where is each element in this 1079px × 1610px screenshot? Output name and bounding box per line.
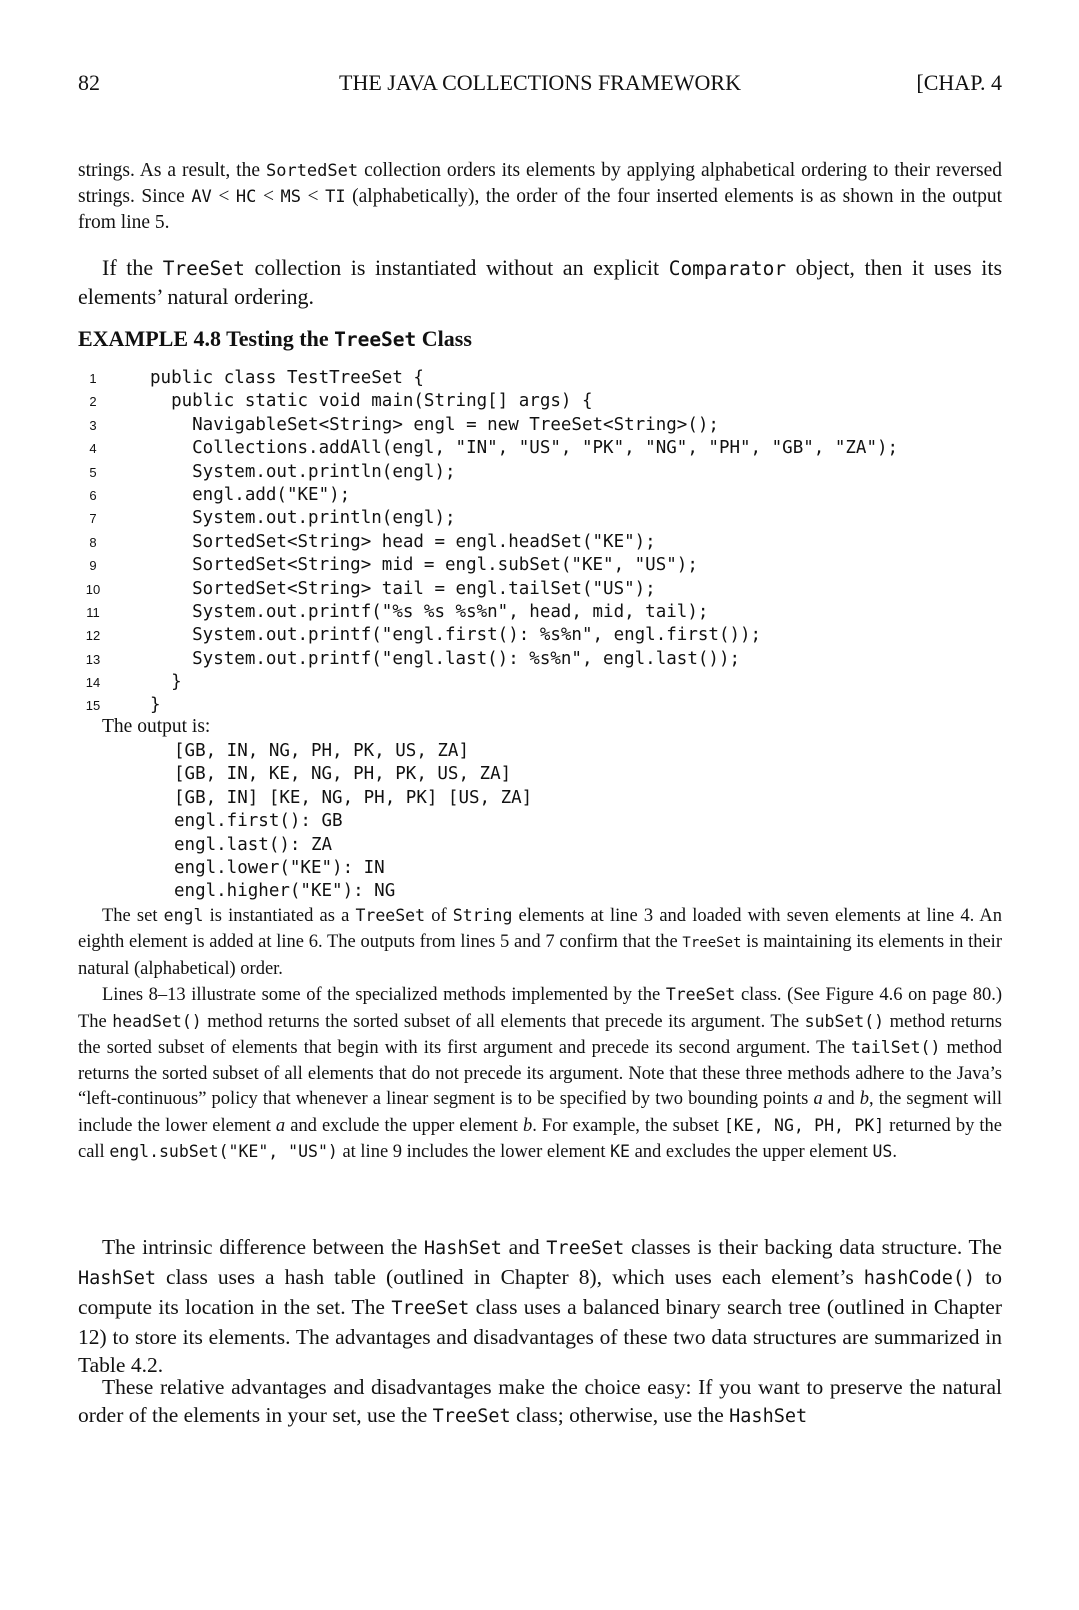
line-number: 14	[85, 675, 101, 691]
code-text: }	[150, 672, 182, 693]
output-line: engl.first(): GB	[174, 811, 343, 832]
page-number: 82	[78, 70, 100, 95]
code-text: SortedSet<String> head = engl.headSet("KE");	[150, 531, 656, 552]
line-number: 15	[85, 698, 101, 714]
running-title: THE JAVA COLLECTIONS FRAMEWORK	[339, 70, 741, 95]
line-number: 3	[89, 417, 97, 433]
code-line	[78, 414, 1002, 437]
code-text: System.out.println(engl);	[150, 461, 456, 482]
line-number: 4	[89, 441, 97, 457]
code-text: System.out.println(engl);	[150, 508, 456, 529]
code-line	[78, 671, 1002, 694]
program-output	[174, 740, 532, 904]
output-line: engl.lower("KE"): IN	[174, 857, 385, 878]
code-line	[78, 554, 1002, 577]
code-text: public static void main(String[] args) {	[150, 391, 593, 412]
code-text: SortedSet<String> tail = engl.tailSet("US");	[150, 578, 656, 599]
code-text: Collections.addAll(engl, "IN", "US", "PK", "NG", "PH", "GB", "ZA");	[150, 438, 899, 459]
paragraph-hashset-vs-treeset: The intrinsic difference between the HashSet and TreeSet classes is their backing data structure. The HashSet class uses a hash table (outlined in Chapter 8), which uses each element’s hashCode() to compute its location in the set. The TreeSet class uses a balanced binary search tree (outlined in Chapter 12) to store its elements. The advantages and disadvantages of these two data structures are summarized in Table 4.2.	[78, 1235, 1002, 1377]
code-text: }	[150, 695, 161, 716]
output-label: The output is:	[102, 716, 211, 737]
code-line	[78, 484, 1002, 507]
line-number: 13	[85, 651, 101, 667]
code-line	[78, 390, 1002, 413]
line-number: 5	[89, 464, 97, 480]
code-line	[78, 367, 1002, 390]
code-line	[78, 531, 1002, 554]
line-number: 1	[89, 371, 97, 386]
code-line	[78, 507, 1002, 530]
paragraph-set-instantiation: The set engl is instantiated as a TreeSet of String elements at line 3 and loaded with seven elements at line 4. An eighth element is added at line 6. The outputs from lines 5 and 7 confirm that the TreeSet is maintaining its elements in their natural (alphabetical) order.	[78, 906, 1002, 979]
output-line: engl.higher("KE"): NG	[174, 881, 396, 902]
paragraph-specialized-methods: Lines 8–13 illustrate some of the specialized methods implemented by the TreeSet class. (See Figure 4.6 on page 80.) The headSet() method returns the sorted subset of all elements that precede its argument. The subSet() method returns the sorted subset of elements that begin with its first argument and precede its second argument. The tailSet() method returns the sorted subset of all elements that do not precede its argument. Note that these three methods adhere to the Java’s “left-continuous” policy that whenever a linear segment is to be specified by two bounding points a and b, the segment will include the lower element a and exclude the upper element b. For example, the subset [KE, NG, PH, PK] returned by the call engl.subSet("KE", "US") at line 9 includes the lower element KE and excludes the upper element US.	[78, 985, 1002, 1162]
paragraph-natural-ordering: If the TreeSet collection is instantiated without an explicit Comparator object, then it uses its elements’ natural ordering.	[78, 255, 1003, 309]
code-listing	[78, 367, 1002, 718]
example-heading: EXAMPLE 4.8 Testing the TreeSet Class	[78, 326, 472, 351]
line-number: 11	[86, 604, 100, 620]
code-line	[78, 601, 1002, 624]
code-text: System.out.printf("engl.last(): %s%n", engl.last());	[150, 648, 741, 669]
line-number: 9	[89, 558, 97, 574]
code-text: SortedSet<String> mid = engl.subSet("KE", "US");	[150, 555, 698, 576]
line-number: 8	[89, 534, 97, 550]
code-text: public class TestTreeSet {	[150, 368, 424, 388]
code-text: engl.add("KE");	[150, 484, 351, 505]
code-line	[78, 624, 1002, 647]
output-line: [GB, IN, KE, NG, PH, PK, US, ZA]	[174, 764, 512, 785]
line-number: 7	[89, 511, 97, 527]
code-line	[78, 437, 1002, 460]
output-line: [GB, IN, NG, PH, PK, US, ZA]	[174, 741, 470, 761]
line-number: 2	[89, 394, 97, 410]
output-line: engl.last(): ZA	[174, 834, 333, 855]
code-line	[78, 578, 1002, 601]
line-number: 12	[85, 628, 101, 644]
running-header	[78, 70, 1002, 100]
code-text: System.out.printf("engl.first(): %s%n", engl.first());	[150, 625, 762, 646]
output-line: [GB, IN] [KE, NG, PH, PK] [US, ZA]	[174, 787, 533, 808]
chapter-label: [CHAP. 4	[916, 70, 1002, 95]
code-text: System.out.printf("%s %s %s%n", head, mid, tail);	[150, 601, 709, 622]
code-line	[78, 648, 1002, 671]
line-number: 6	[89, 487, 97, 503]
code-text: NavigableSet<String> engl = new TreeSet<String>();	[150, 414, 719, 435]
line-number: 10	[85, 581, 101, 597]
code-line	[78, 694, 1002, 717]
paragraph-sortedset-order: strings. As a result, the SortedSet collection orders its elements by applying alphabetical ordering to their reversed strings. Since AV < HC < MS < TI (alphabetically), the order of the four inserted elements is as shown in the output from line 5.	[78, 160, 1003, 233]
paragraph-choice: These relative advantages and disadvantages make the choice easy: If you want to preserve the natural order of the elements in your set, use the TreeSet class; otherwise, use the HashSet	[78, 1375, 1002, 1427]
code-line	[78, 461, 1002, 484]
